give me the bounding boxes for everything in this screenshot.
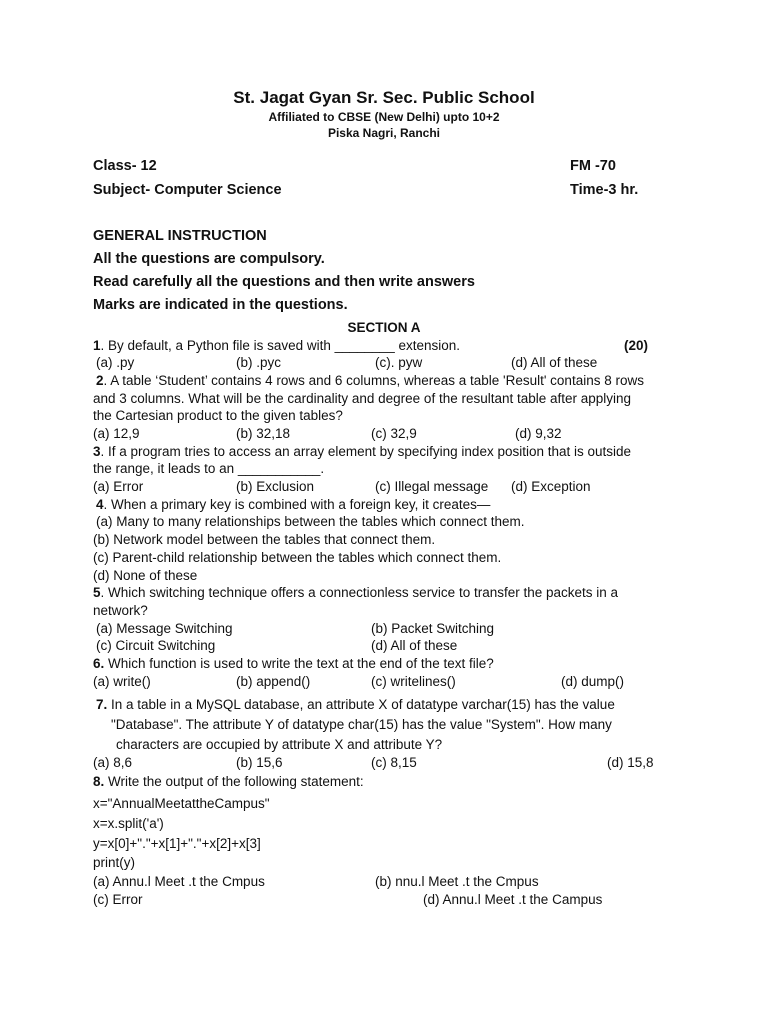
question-text: the range, it leads to an ___________. [93, 461, 325, 476]
question-number: 7. [96, 697, 108, 712]
q4-option-d: (d) None of these [93, 568, 198, 583]
q5-option-a: (a) Message Switching [96, 621, 233, 636]
q7-option-a: (a) 8,6 [93, 755, 133, 770]
question-3 [93, 444, 631, 460]
question-5 [93, 585, 618, 601]
question-1 [93, 338, 460, 354]
q8-option-b: (b) nnu.l Meet .t the Cmpus [375, 874, 539, 889]
q6-option-a: (a) write() [93, 674, 151, 689]
q6-option-b: (b) append() [236, 674, 311, 689]
question-number: 3 [93, 444, 101, 459]
code-line: print(y) [93, 855, 136, 870]
question-number: 8. [93, 774, 105, 789]
q7-option-d: (d) 15,8 [607, 755, 654, 770]
question-4 [96, 497, 490, 513]
code-line: y=x[0]+"."+x[1]+"."+x[2]+x[3] [93, 836, 261, 851]
q4-option-a: (a) Many to many relationships between the tables which connect them. [96, 514, 525, 529]
q5-option-d: (d) All of these [371, 638, 458, 653]
question-7 [96, 697, 615, 713]
q8-option-a: (a) Annu.l Meet .t the Cmpus [93, 874, 265, 889]
question-text: In a table in a MySQL database, an attribute X of datatype varchar(15) has the value [107, 697, 615, 712]
question-text: . By default, a Python file is saved with ________ extension. [100, 338, 460, 353]
question-text: Which function is used to write the text at the end of the text file? [104, 656, 494, 671]
question-text: characters are occupied by attribute X and attribute Y? [116, 737, 443, 752]
question-text: the Cartesian product to the given tables? [93, 408, 343, 423]
school-address: Piska Nagri, Ranchi [327, 126, 441, 140]
instruction-line: Read carefully all the questions and then write answers [93, 274, 475, 290]
question-text: and 3 columns. What will be the cardinality and degree of the resultant table after applying [93, 391, 632, 406]
section-title: SECTION A [347, 320, 421, 335]
q1-option-a: (a) .py [96, 355, 135, 370]
question-number: 4 [96, 497, 104, 512]
q6-option-d: (d) dump() [561, 674, 625, 689]
question-text: . A table ‘Student’ contains 4 rows and 6 columns, whereas a table 'Result' contains 8 rows [103, 373, 644, 388]
q2-option-c: (c) 32,9 [371, 426, 417, 441]
q2-option-a: (a) 12,9 [93, 426, 140, 441]
q6-option-c: (c) writelines() [371, 674, 456, 689]
q3-option-d: (d) Exception [511, 479, 591, 494]
question-text: . If a program tries to access an array element by specifying index position that is outside [100, 444, 632, 459]
time-label: Time-3 hr. [570, 182, 639, 198]
q8-option-c: (c) Error [93, 892, 143, 907]
q8-option-d: (d) Annu.l Meet .t the Campus [423, 892, 603, 907]
affiliation: Affiliated to CBSE (New Delhi) upto 10+2 [268, 110, 500, 124]
q3-option-b: (b) Exclusion [236, 479, 315, 494]
code-line: x="AnnualMeetattheCampus" [93, 796, 270, 811]
question-text: . Which switching technique offers a connectionless service to transfer the packets in a [100, 585, 619, 600]
question-8 [93, 774, 364, 790]
q1-option-c: (c). pyw [375, 355, 423, 370]
subject-label: Subject- Computer Science [93, 182, 282, 198]
instructions-heading: GENERAL INSTRUCTION [93, 228, 267, 244]
q4-option-c: (c) Parent-child relationship between the tables which connect them. [93, 550, 502, 565]
instruction-line: All the questions are compulsory. [93, 251, 325, 267]
school-name: St. Jagat Gyan Sr. Sec. Public School [233, 88, 535, 107]
question-number: 6. [93, 656, 105, 671]
question-number: 2 [96, 373, 104, 388]
q1-option-d: (d) All of these [511, 355, 598, 370]
q4-option-b: (b) Network model between the tables that connect them. [93, 532, 436, 547]
instruction-line: Marks are indicated in the questions. [93, 297, 348, 313]
q3-option-c: (c) Illegal message [375, 479, 489, 494]
q3-option-a: (a) Error [93, 479, 144, 494]
question-number: 1 [93, 338, 101, 353]
q1-option-b: (b) .pyc [236, 355, 282, 370]
q5-option-c: (c) Circuit Switching [96, 638, 216, 653]
section-marks: (20) [624, 338, 649, 353]
class-label: Class- 12 [93, 158, 157, 174]
question-text: network? [93, 603, 148, 618]
question-text: "Database". The attribute Y of datatype char(15) has the value "System". How many [111, 717, 612, 732]
full-marks: FM -70 [570, 158, 616, 174]
q2-option-d: (d) 9,32 [515, 426, 562, 441]
question-6 [93, 656, 494, 672]
question-number: 5 [93, 585, 101, 600]
question-text: . When a primary key is combined with a foreign key, it creates— [103, 497, 491, 512]
code-line: x=x.split('a') [93, 816, 164, 831]
q7-option-c: (c) 8,15 [371, 755, 417, 770]
q5-option-b: (b) Packet Switching [371, 621, 495, 636]
question-text: Write the output of the following statement: [104, 774, 364, 789]
question-2 [96, 373, 644, 389]
q7-option-b: (b) 15,6 [236, 755, 283, 770]
q2-option-b: (b) 32,18 [236, 426, 291, 441]
